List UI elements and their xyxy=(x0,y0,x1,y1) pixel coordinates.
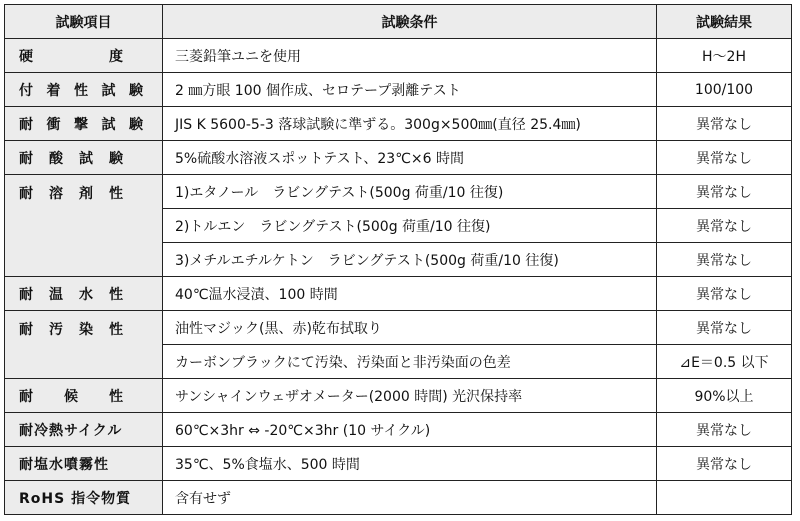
test-result: 異常なし xyxy=(657,209,792,243)
table-row-rohs xyxy=(5,481,792,515)
test-item-label: 耐 酸 試 験 xyxy=(5,141,163,175)
test-result: 異常なし xyxy=(657,413,792,447)
test-item-label: 耐 汚 染 性 xyxy=(5,311,163,379)
test-item-label: 耐 温 水 性 xyxy=(5,277,163,311)
test-condition: 5%硫酸水溶液スポットテスト、23℃×6 時間 xyxy=(163,141,657,175)
test-result: 90%以上 xyxy=(657,379,792,413)
header-test-item: 試験項目 xyxy=(5,5,163,39)
test-result: 異常なし xyxy=(657,107,792,141)
header-test-condition: 試験条件 xyxy=(163,5,657,39)
test-result xyxy=(657,481,792,515)
test-condition: 40℃温水浸漬、100 時間 xyxy=(163,277,657,311)
test-condition: サンシャインウェザオメーター(2000 時間) 光沢保持率 xyxy=(163,379,657,413)
test-condition: 60℃×3hr ⇔ -20℃×3hr (10 サイクル) xyxy=(163,413,657,447)
test-item-label: 耐塩水噴霧性 xyxy=(5,447,163,481)
test-result: 100/100 xyxy=(657,73,792,107)
test-condition: 3)メチルエチルケトン ラビングテスト(500g 荷重/10 往復) xyxy=(163,243,657,277)
test-result: 異常なし xyxy=(657,447,792,481)
test-condition: 1)エタノール ラビングテスト(500g 荷重/10 往復) xyxy=(163,175,657,209)
test-condition: 35℃、5%食塩水、500 時間 xyxy=(163,447,657,481)
test-item-label: 耐衝撃試験 xyxy=(5,107,163,141)
test-result: H～2H xyxy=(657,39,792,73)
header-test-result: 試験結果 xyxy=(657,5,792,39)
test-result: 異常なし xyxy=(657,243,792,277)
test-result: 異常なし xyxy=(657,311,792,345)
table-row-thermal-cycle xyxy=(5,413,792,447)
test-condition: 油性マジック(黒、赤)乾布拭取り xyxy=(163,311,657,345)
test-result: 異常なし xyxy=(657,175,792,209)
test-result: ⊿E＝0.5 以下 xyxy=(657,345,792,379)
test-results-table-container xyxy=(4,4,792,515)
table-row-solvent-1 xyxy=(5,175,792,209)
test-item-label: 耐 候 性 xyxy=(5,379,163,413)
header-row xyxy=(5,5,792,39)
test-condition: カーボンブラックにて汚染、汚染面と非汚染面の色差 xyxy=(163,345,657,379)
test-condition: 2 ㎜方眼 100 個作成、セロテープ剥離テスト xyxy=(163,73,657,107)
test-result: 異常なし xyxy=(657,141,792,175)
table-row-weathering xyxy=(5,379,792,413)
test-results-table xyxy=(4,4,792,515)
test-condition: 含有せず xyxy=(163,481,657,515)
table-row-stain-1 xyxy=(5,311,792,345)
test-condition: JIS K 5600-5-3 落球試験に準ずる。300g×500㎜(直径 25.4㎜) xyxy=(163,107,657,141)
test-result: 異常なし xyxy=(657,277,792,311)
table-row-salt-spray xyxy=(5,447,792,481)
test-condition: 2)トルエン ラビングテスト(500g 荷重/10 往復) xyxy=(163,209,657,243)
test-item-label: 硬 度 xyxy=(5,39,163,73)
test-item-label: 付着性試験 xyxy=(5,73,163,107)
test-condition: 三菱鉛筆ユニを使用 xyxy=(163,39,657,73)
table-row-acid xyxy=(5,141,792,175)
table-row-adhesion xyxy=(5,73,792,107)
table-row-hardness xyxy=(5,39,792,73)
test-item-label: 耐冷熱サイクル xyxy=(5,413,163,447)
table-row-impact xyxy=(5,107,792,141)
test-item-label: 耐 溶 剤 性 xyxy=(5,175,163,277)
test-item-label: RoHS 指令物質 xyxy=(5,481,163,515)
table-row-warm-water xyxy=(5,277,792,311)
